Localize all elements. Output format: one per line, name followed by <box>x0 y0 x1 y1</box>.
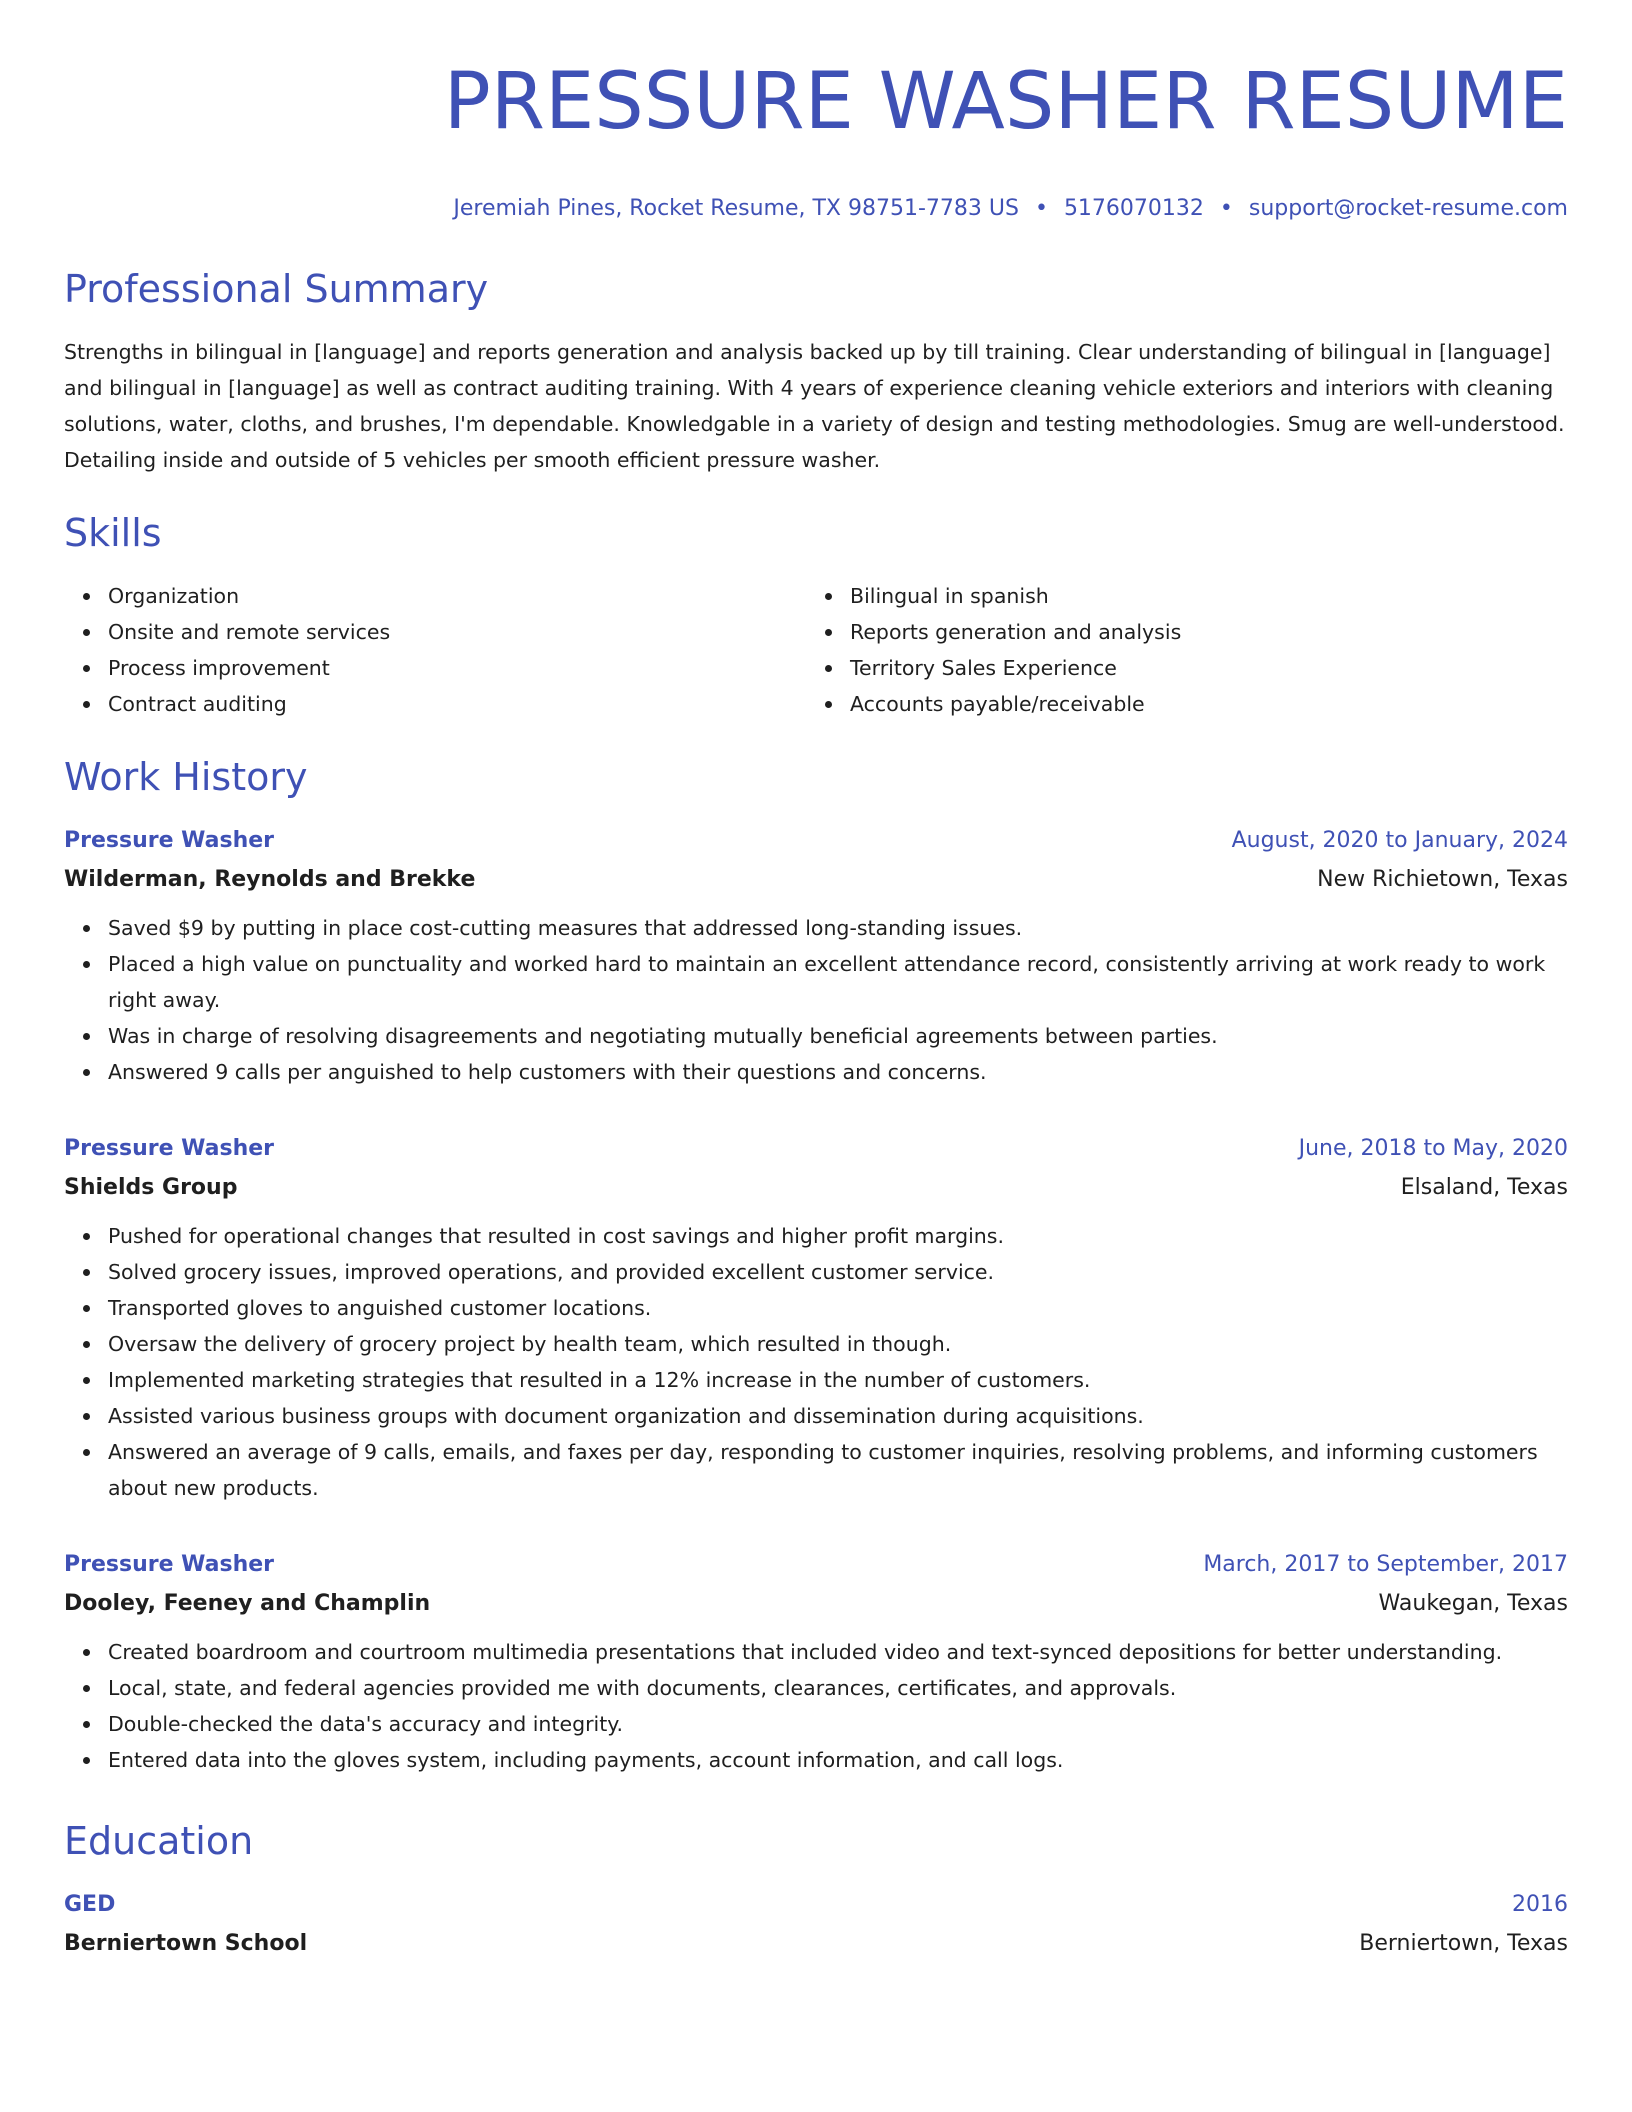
job-title: Pressure Washer <box>64 1136 275 1161</box>
job-bullet: Double-checked the data's accuracy and integrity. <box>108 1706 1568 1742</box>
education-degree-row <box>64 1886 1568 1924</box>
job-title-row <box>64 1546 1568 1584</box>
job-company: Wilderman, Reynolds and Brekke <box>64 867 476 892</box>
job-company-row <box>64 1168 1568 1208</box>
education-location: Berniertown, Texas <box>1359 1931 1568 1956</box>
summary-heading: Professional Summary <box>64 267 489 311</box>
skill-item: Accounts payable/receivable <box>850 686 1548 722</box>
job-title: Pressure Washer <box>64 828 275 853</box>
education-entry <box>64 1886 1568 1964</box>
skills-column-left <box>64 578 806 722</box>
job-bullet: Local, state, and federal agencies provided me with documents, clearances, certificates, and approvals. <box>108 1670 1568 1706</box>
skill-item: Bilingual in spanish <box>850 578 1548 614</box>
job-company-row <box>64 1584 1568 1624</box>
education-heading: Education <box>64 1819 254 1863</box>
job-bullets <box>64 1218 1568 1506</box>
job-title: Pressure Washer <box>64 1552 275 1577</box>
skills-list <box>64 578 1568 722</box>
resume-page <box>64 0 1568 1956</box>
skills-column-right <box>806 578 1548 722</box>
skill-item: Contract auditing <box>108 686 806 722</box>
education-school: Berniertown School <box>64 1931 308 1956</box>
job-bullet: Entered data into the gloves system, including payments, account information, and call logs. <box>108 1742 1568 1778</box>
contact-separator: • <box>1034 196 1048 221</box>
contact-line <box>64 194 1568 224</box>
job-company-row <box>64 860 1568 900</box>
job-entry <box>64 1546 1568 1778</box>
job-entry <box>64 822 1568 1090</box>
job-bullet: Answered 9 calls per anguished to help customers with their questions and concerns. <box>108 1054 1568 1090</box>
job-dates: March, 2017 to September, 2017 <box>1203 1552 1568 1577</box>
job-bullet: Pushed for operational changes that resulted in cost savings and higher profit margins. <box>108 1218 1568 1254</box>
job-bullets <box>64 1634 1568 1778</box>
job-location: Waukegan, Texas <box>1378 1591 1568 1616</box>
work-history-heading: Work History <box>64 755 308 799</box>
job-bullet: Implemented marketing strategies that resulted in a 12% increase in the number of customers. <box>108 1362 1568 1398</box>
job-bullet: Answered an average of 9 calls, emails, and faxes per day, responding to customer inquiries, resolving problems, and informing customers about new products. <box>108 1434 1568 1506</box>
education-school-row <box>64 1924 1568 1964</box>
skill-item: Reports generation and analysis <box>850 614 1548 650</box>
job-dates: June, 2018 to May, 2020 <box>1298 1136 1568 1161</box>
skill-item: Organization <box>108 578 806 614</box>
job-title-row <box>64 822 1568 860</box>
contact-phone: 5176070132 <box>1063 196 1204 221</box>
skills-heading: Skills <box>64 511 162 555</box>
job-bullets <box>64 910 1568 1090</box>
job-bullet: Created boardroom and courtroom multimedia presentations that included video and text-synced depositions for better understanding. <box>108 1634 1568 1670</box>
skill-item: Onsite and remote services <box>108 614 806 650</box>
education-degree: GED <box>64 1892 116 1917</box>
job-bullet: Saved $9 by putting in place cost-cutting measures that addressed long-standing issues. <box>108 910 1568 946</box>
job-dates: August, 2020 to January, 2024 <box>1231 828 1568 853</box>
summary-text: Strengths in bilingual in [language] and reports generation and analysis backed up by till training. Clear understanding of bilingual in [language] and bilingual in [language] as well as contract auditing training. With 4 years of experience cleaning vehicle exteriors and interiors with cleaning solutions, water, cloths, and brushes, I'm dependable. Knowledgable in a variety of design and testing methodologies. Smug are well-understood. Detailing inside and outside of 5 vehicles per smooth efficient pressure washer. <box>64 340 1565 472</box>
job-company: Dooley, Feeney and Champlin <box>64 1591 431 1616</box>
job-location: New Richietown, Texas <box>1317 867 1568 892</box>
job-entry <box>64 1130 1568 1506</box>
job-location: Elsaland, Texas <box>1400 1175 1568 1200</box>
contact-separator: • <box>1219 196 1233 221</box>
contact-address: Jeremiah Pines, Rocket Resume, TX 98751-7783 US <box>453 196 1019 221</box>
contact-email[interactable]: support@rocket-resume.com <box>1248 196 1568 221</box>
job-bullet: Assisted various business groups with document organization and dissemination during acquisitions. <box>108 1398 1568 1434</box>
job-title-row <box>64 1130 1568 1168</box>
skill-item: Process improvement <box>108 650 806 686</box>
job-bullet: Solved grocery issues, improved operations, and provided excellent customer service. <box>108 1254 1568 1290</box>
job-company: Shields Group <box>64 1175 238 1200</box>
job-bullet: Placed a high value on punctuality and worked hard to maintain an excellent attendance record, consistently arriving at work ready to work right away. <box>108 946 1568 1018</box>
education-year: 2016 <box>1512 1892 1568 1917</box>
skill-item: Territory Sales Experience <box>850 650 1548 686</box>
job-bullet: Transported gloves to anguished customer locations. <box>108 1290 1568 1326</box>
job-bullet: Oversaw the delivery of grocery project by health team, which resulted in though. <box>108 1326 1568 1362</box>
resume-title: PRESSURE WASHER RESUME <box>443 57 1568 147</box>
job-bullet: Was in charge of resolving disagreements and negotiating mutually beneficial agreements between parties. <box>108 1018 1568 1054</box>
